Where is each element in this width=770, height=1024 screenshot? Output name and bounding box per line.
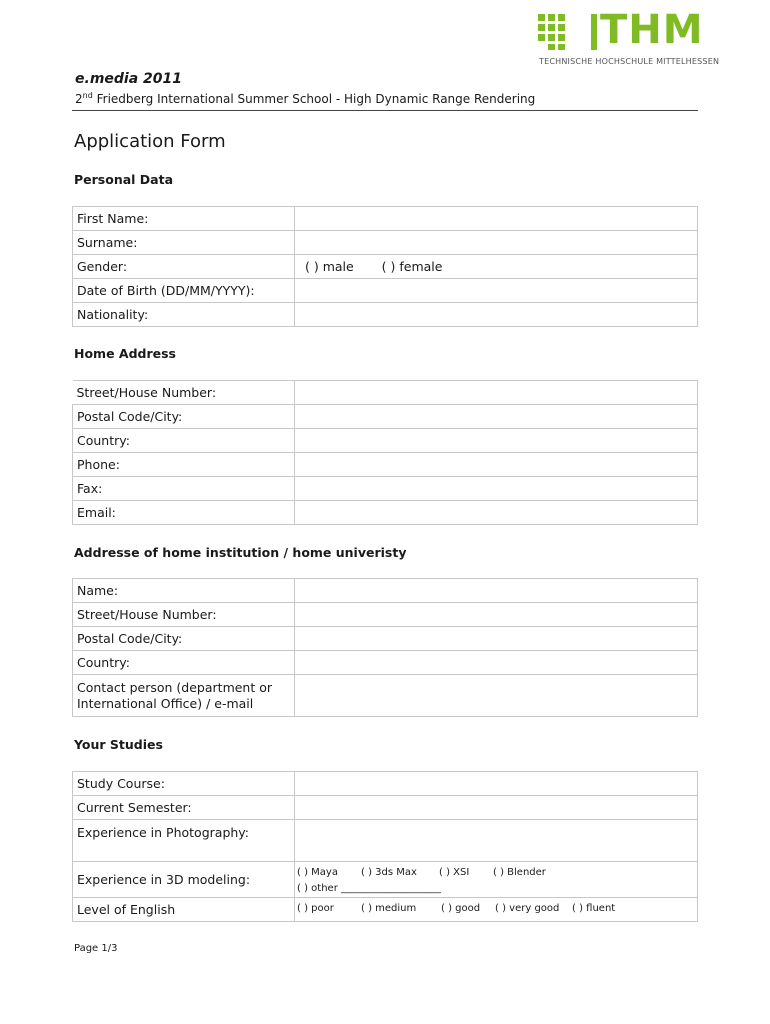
logo-subtitle: TECHNISCHE HOCHSCHULE MITTELHESSEN	[539, 57, 720, 66]
current-semester-label: Current Semester:	[73, 796, 295, 820]
contact-person-field[interactable]	[295, 675, 698, 717]
event-subtitle: 2nd Friedberg International Summer School - High Dynamic Range Rendering	[75, 91, 536, 106]
table-row	[73, 303, 698, 327]
english-level-label: Level of English	[73, 898, 295, 922]
table-row	[73, 820, 698, 862]
section-home-address: Home Address	[74, 346, 176, 361]
section-personal-data: Personal Data	[74, 172, 174, 187]
table-row	[73, 772, 698, 796]
option-other[interactable]: ( ) other ____________________	[297, 883, 441, 894]
home-phone-label: Phone:	[73, 453, 295, 477]
table-row	[73, 579, 698, 603]
dob-field[interactable]	[295, 279, 698, 303]
option-good[interactable]: ( ) good	[441, 903, 481, 914]
nationality-label: Nationality:	[73, 303, 295, 327]
logo-grid-icon	[538, 14, 568, 50]
home-street-field[interactable]	[295, 381, 698, 405]
modeling-experience-label: Experience in 3D modeling:	[73, 862, 295, 898]
logo-text: THM	[600, 7, 704, 53]
gender-field	[295, 255, 698, 279]
nationality-field[interactable]	[295, 303, 698, 327]
form-title: Application Form	[74, 131, 226, 152]
home-country-field[interactable]	[295, 429, 698, 453]
institution-postal-field[interactable]	[295, 627, 698, 651]
option-medium[interactable]: ( ) medium	[361, 903, 417, 914]
table-row	[73, 603, 698, 627]
first-name-label: First Name:	[73, 207, 295, 231]
home-postal-field[interactable]	[295, 405, 698, 429]
option-very-good[interactable]: ( ) very good	[495, 903, 560, 914]
photo-experience-field[interactable]	[295, 820, 698, 862]
table-row	[73, 453, 698, 477]
studies-table	[72, 771, 698, 922]
table-row	[73, 651, 698, 675]
institution-name-label: Name:	[73, 579, 295, 603]
table-row	[73, 381, 698, 405]
option-poor[interactable]: ( ) poor	[297, 903, 334, 914]
table-row	[73, 279, 698, 303]
surname-field[interactable]	[295, 231, 698, 255]
home-email-label: Email:	[73, 501, 295, 525]
gender-label: Gender:	[73, 255, 295, 279]
table-row	[73, 405, 698, 429]
institution-country-field[interactable]	[295, 651, 698, 675]
logo-bar	[591, 14, 597, 50]
dob-label: Date of Birth (DD/MM/YYYY):	[73, 279, 295, 303]
contact-person-label: Contact person (department or International Office) / e-mail	[73, 675, 295, 717]
home-postal-label: Postal Code/City:	[73, 405, 295, 429]
photo-experience-label: Experience in Photography:	[73, 820, 295, 862]
home-phone-field[interactable]	[295, 453, 698, 477]
event-title: e.media 2011	[75, 71, 183, 87]
section-home-institution: Addresse of home institution / home univeristy	[74, 545, 407, 560]
section-your-studies: Your Studies	[74, 737, 163, 752]
table-row	[73, 675, 698, 717]
gender-male-option[interactable]: ( ) male	[305, 258, 354, 274]
institution-postal-label: Postal Code/City:	[73, 627, 295, 651]
home-email-field[interactable]	[295, 501, 698, 525]
option-3ds-max[interactable]: ( ) 3ds Max	[361, 867, 417, 878]
first-name-field[interactable]	[295, 207, 698, 231]
home-street-label: Street/House Number:	[73, 381, 295, 405]
home-fax-field[interactable]	[295, 477, 698, 501]
table-row	[73, 429, 698, 453]
table-row	[73, 627, 698, 651]
header-divider	[72, 110, 698, 111]
option-blender[interactable]: ( ) Blender	[493, 867, 546, 878]
table-row	[73, 862, 698, 898]
study-course-label: Study Course:	[73, 772, 295, 796]
table-row	[73, 898, 698, 922]
thm-logo	[538, 7, 720, 70]
table-row	[73, 231, 698, 255]
page-number: Page 1/3	[74, 943, 118, 954]
institution-country-label: Country:	[73, 651, 295, 675]
institution-street-label: Street/House Number:	[73, 603, 295, 627]
option-maya[interactable]: ( ) Maya	[297, 867, 338, 878]
table-row	[73, 477, 698, 501]
institution-table	[72, 578, 698, 717]
current-semester-field[interactable]	[295, 796, 698, 820]
home-country-label: Country:	[73, 429, 295, 453]
table-row	[73, 207, 698, 231]
gender-female-option[interactable]: ( ) female	[381, 258, 443, 274]
institution-street-field[interactable]	[295, 603, 698, 627]
modeling-options	[295, 862, 698, 898]
surname-label: Surname:	[73, 231, 295, 255]
study-course-field[interactable]	[295, 772, 698, 796]
institution-name-field[interactable]	[295, 579, 698, 603]
table-row	[73, 501, 698, 525]
home-fax-label: Fax:	[73, 477, 295, 501]
table-row	[73, 796, 698, 820]
option-fluent[interactable]: ( ) fluent	[572, 903, 616, 914]
personal-data-table	[72, 206, 698, 327]
option-xsi[interactable]: ( ) XSI	[439, 867, 470, 878]
home-address-table	[72, 380, 698, 525]
english-options	[295, 898, 698, 922]
table-row	[73, 255, 698, 279]
